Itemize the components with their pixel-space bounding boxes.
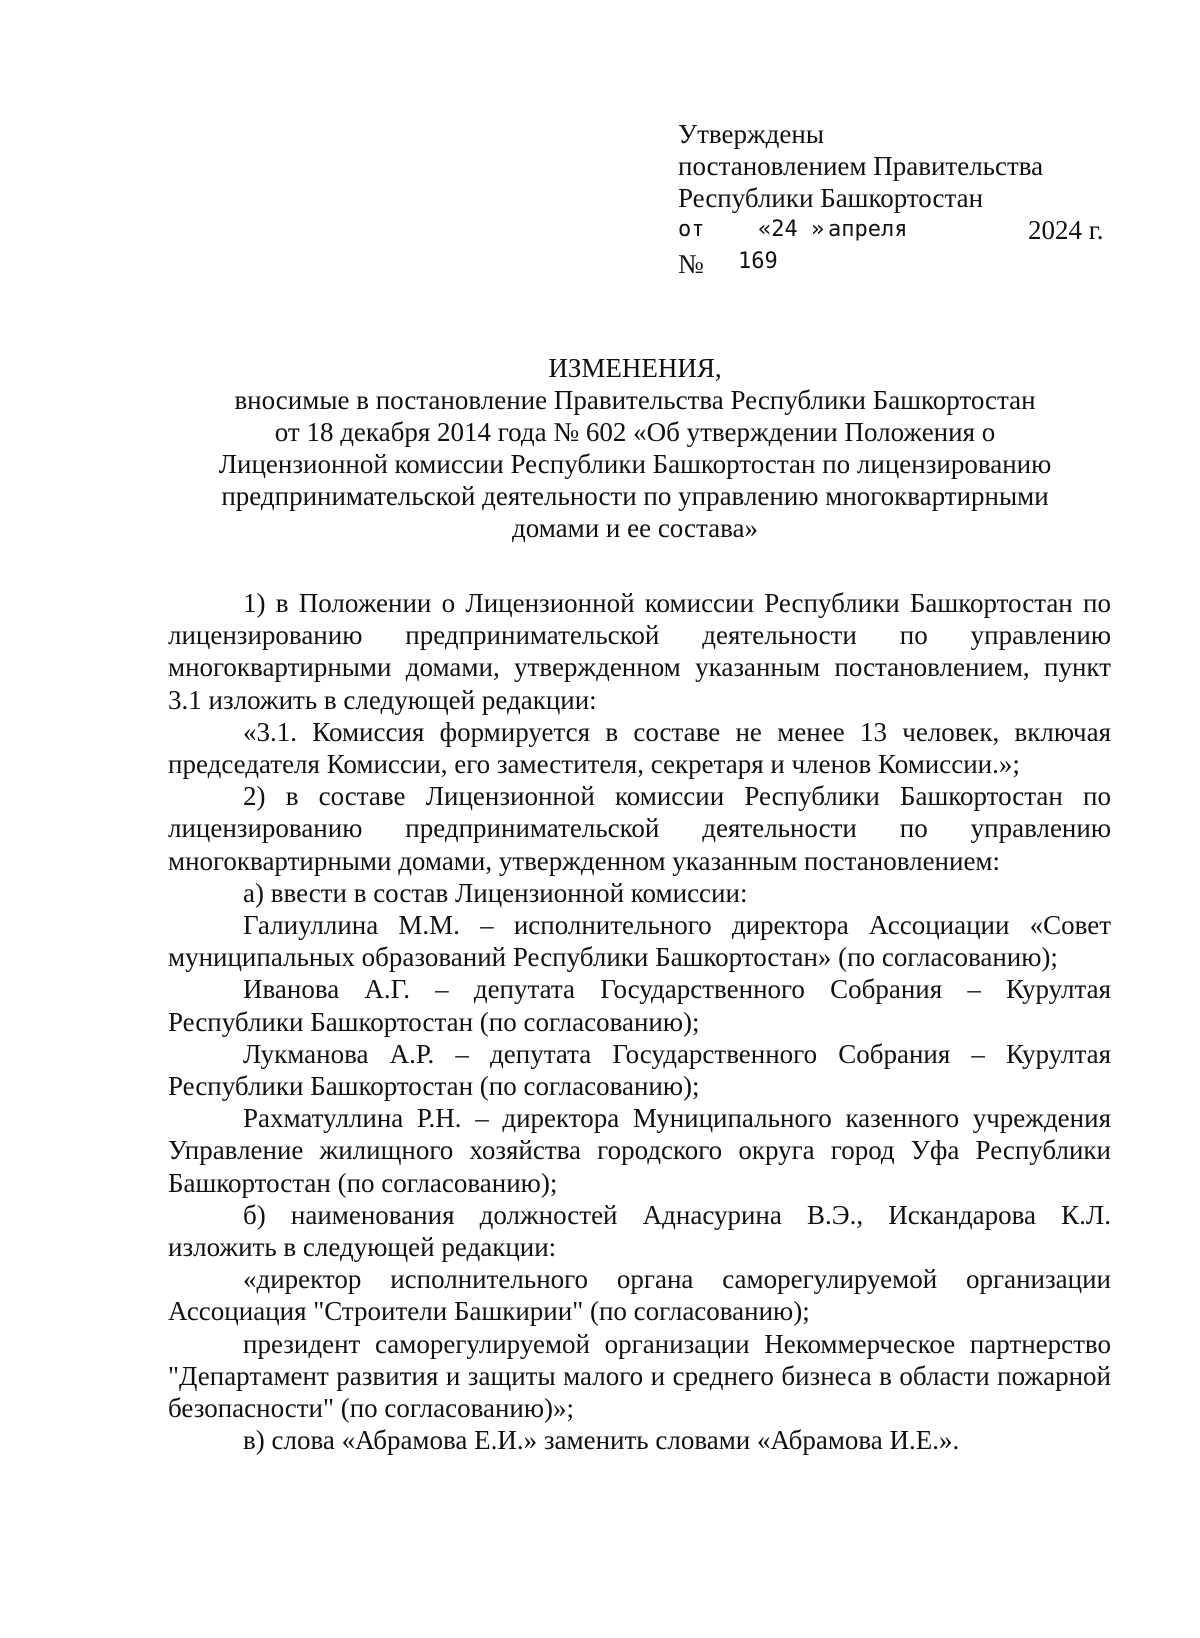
approval-line-1: Утверждены — [678, 119, 824, 149]
paragraph-4: а) ввести в состав Лицензионной комиссии: — [243, 877, 748, 908]
paragraph-10: «директор исполнительного органа саморегулируемой организации Ассоциация "Строители Башкирии" (по согласованию); — [168, 1264, 1111, 1327]
date-day: «24 » — [758, 217, 825, 242]
paragraph-8: Рахматуллина Р.Н. – директора Муниципального казенного учреждения Управление жилищного хозяйства городского округа город Уфа Республики Башкортостан (по согласованию); — [168, 1103, 1111, 1198]
heading-line-3: Лицензионной комиссии Республики Башкортостан по лицензированию — [218, 449, 1052, 479]
date-prefix: от — [678, 217, 705, 242]
number-sign: № — [678, 249, 704, 279]
number-value: 169 — [738, 249, 778, 274]
paragraph-12: в) слова «Абрамова Е.И.» заменить словами «Абрамова И.Е.». — [243, 1425, 960, 1456]
paragraph-6: Иванова А.Г. – депутата Государственного Собрания – Курултая Республики Башкортостан (по согласованию); — [168, 974, 1111, 1037]
paragraph-2: «3.1. Комиссия формируется в составе не менее 13 человек, включая председателя Комиссии, его заместителя, секретаря и членов Комиссии.»; — [168, 716, 1111, 780]
date-year: 2024 г. — [1028, 215, 1104, 245]
approval-line-2: постановлением Правительства — [678, 151, 1044, 181]
heading-line-2: от 18 декабря 2014 года № 602 «Об утверждении Положения о — [274, 417, 996, 447]
paragraph-11: президент саморегулируемой организации Некоммерческое партнерство "Департамент развития и защиты малого и среднего бизнеса в области пожарной безопасности" (по согласованию)»; — [168, 1328, 1111, 1424]
paragraph-5: Галиуллина М.М. – исполнительного директора Ассоциации «Совет муниципальных образований Республики Башкортостан» (по согласованию); — [168, 910, 1111, 973]
document-heading — [160, 352, 1110, 544]
approval-block — [678, 118, 1128, 278]
heading-line-1: вносимые в постановление Правительства Республики Башкортостан — [234, 385, 1036, 415]
date-month: апреля — [828, 217, 908, 242]
paragraph-1: 1) в Положении о Лицензионной комиссии Республики Башкортостан по лицензированию предпринимательской деятельности по управлению многоквартирными домами, утвержденном указанным постановлением, пункт 3.1 изложить в следующей редакции: — [168, 588, 1111, 715]
approval-date — [678, 214, 1128, 246]
paragraph-3: 2) в составе Лицензионной комиссии Республики Башкортостан по лицензированию предпринимательской деятельности по управлению многоквартирными домами, утвержденном указанным постановлением: — [168, 781, 1111, 876]
approval-number — [678, 246, 1128, 278]
heading-line-4: предпринимательской деятельности по управлению многоквартирными — [221, 481, 1049, 511]
document-body — [168, 587, 1111, 1456]
paragraph-7: Лукманова А.Р. – депутата Государственного Собрания – Курултая Республики Башкортостан (по согласованию); — [168, 1038, 1111, 1102]
heading-line-5: домами и ее состава» — [512, 513, 758, 543]
paragraph-9: б) наименования должностей Аднасурина В.Э., Искандарова К.Л. изложить в следующей редакции: — [168, 1199, 1111, 1263]
approval-line-3: Республики Башкортостан — [678, 183, 984, 213]
heading-title: ИЗМЕНЕНИЯ, — [548, 353, 722, 383]
